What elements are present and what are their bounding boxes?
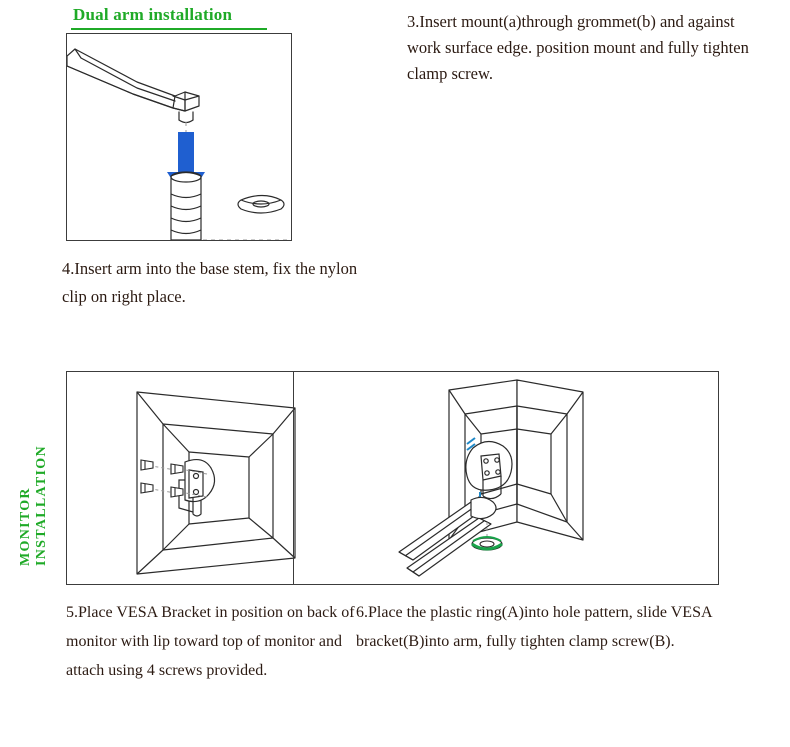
section-heading: Dual arm installation	[73, 5, 233, 24]
sidebar-vertical-label: MONITOR INSTALLATION	[18, 445, 49, 566]
figure-arm-into-stem	[66, 33, 292, 241]
figure-monitor-install	[66, 371, 719, 585]
section-heading-underline	[71, 28, 267, 30]
nylon-clip-icon	[238, 196, 284, 214]
figure-monitor-install-drawing	[67, 372, 718, 584]
figure-divider	[293, 372, 294, 584]
step-4-text: 4.Insert arm into the base stem, fix the nylon clip on right place.	[62, 259, 358, 306]
step-3-text: 3.Insert mount(a)through grommet(b) and against work surface edge. position mount and fully tighten clamp screw.	[407, 12, 749, 83]
step-6-text: 6.Place the plastic ring(A)into hole pattern, slide VESA bracket(B)into arm, fully tighten clamp screw(B).	[356, 604, 712, 650]
step-5-text: 5.Place VESA Bracket in position on back of monitor with lip toward top of monitor and attach using 4 screws provided.	[66, 604, 355, 679]
figure-arm-into-stem-drawing	[67, 34, 291, 240]
